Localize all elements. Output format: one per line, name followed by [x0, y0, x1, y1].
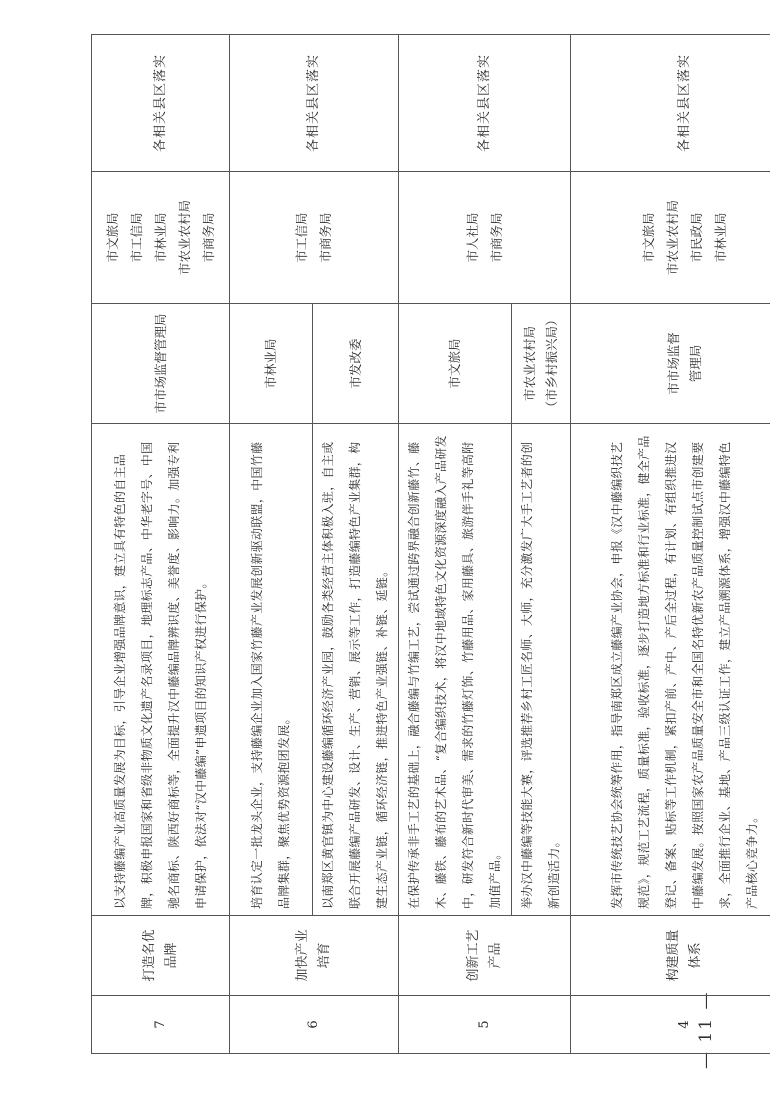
task-name: 加快产业 培育 — [230, 916, 399, 996]
task-content: 以支持藤编产业高质量发展为目标，引导企业增强品牌意识，建立具有特色的自主品牌，积极申报国家和省级非物质文化遗产名录项目，地理标志产品、中华老字号、中国驰名商标、陕西好商标等，全面提升汉中藤编品牌辨识度、美誉度、影响力。加强专利申请保护，依法对“汉中藤编”申遗项目的知识产权进行保护。 — [92, 424, 230, 916]
row-number: 6 — [230, 996, 399, 1054]
task-table — [91, 34, 770, 1054]
task-content-b: 培育认定一批龙头企业，支持藤编企业加入国家竹藤产业发展创新驱动联盟，中国竹藤品牌集群，聚焦优势资源抱团发展。 — [230, 424, 313, 916]
task-content: 发挥市传统技艺协会统筹作用，指导南郑区成立藤编产业协会，申报《汉中藤编织技艺规范》，规范工艺流程，质量标准，验收标准，逐步打造地方标准和行业标准，健全产品登记、备案、贴标等工作机制，紧扣产前、产中、产后全过程，有计划、有组织推进汉中藤编发展。按照国家农产品质量安全市和全国名特优新农产品质量控制试点市创建要求，全面推行企业、基地、产品三级认证工作，建立产品溯源体系，增强汉中藤编特色产品核心竞争力。 — [571, 424, 770, 916]
task-content-b: 在保护传承非手工艺的基础上，融合藤编与竹编工艺，尝试通过跨界融合创新藤竹、藤木、藤铁、藤布的艺术品、“复合编织技术，将汉中地域特色文化资源深度融入产品研发中，研发符合新时代审美、需求的竹藤灯饰、竹藤用品、家用藤具、旅游伴手礼等高附加值产品。 — [399, 424, 512, 916]
responsible-units: 市工信局 市商务局 — [230, 172, 399, 304]
lead-unit-b: 市文旅局 — [399, 304, 512, 424]
lead-unit: 市市场监督 管理局 — [571, 304, 770, 424]
table-row-5a — [399, 35, 512, 1054]
lead-unit-b: 市林业局 — [230, 304, 313, 424]
lead-unit-a: 市发改委 — [313, 304, 399, 424]
table-row-4 — [571, 35, 770, 1054]
task-name: 构建质量 体系 — [571, 916, 770, 996]
table-row-7 — [92, 35, 230, 1054]
task-name: 打造名优 品牌 — [92, 916, 230, 996]
row-number: 4 — [571, 996, 770, 1054]
task-content-a: 以南郑区黄官镇为中心建设藤编循环经济产业园，鼓励各类经营主体积极入驻，自主或联合开展藤编产品研发、设计、生产、营销、展示等工作，打造藤编特色产业集群，构建生态产业链，循环经济链，推进特色产业强链、补链、延链。 — [313, 424, 399, 916]
responsible-units: 市人社局 市商务局 — [399, 172, 571, 304]
row-number: 7 — [92, 996, 230, 1054]
completion-time: 各相关县区落实 — [399, 35, 571, 172]
task-content-a: 举办汉中藤编等技能大赛，评选推荐乡村工匠名师、大师，充分激发广大手工艺者的创新创造活力。 — [512, 424, 571, 916]
table-row-6a — [230, 35, 313, 1054]
page-number: — 11 — — [696, 990, 716, 1069]
row-number: 5 — [399, 996, 571, 1054]
lead-unit-a: 市农业农村局 （市乡村振兴局） — [512, 304, 571, 424]
responsible-units: 市文旅局 市农业农村局 市民政局 市林业局 — [571, 172, 770, 304]
task-name: 创新工艺 产品 — [399, 916, 571, 996]
completion-time: 各相关县区落实 — [230, 35, 399, 172]
completion-time: 各相关县区落实 — [571, 35, 770, 172]
lead-unit: 市市场监督管理局 — [92, 304, 230, 424]
completion-time: 各相关县区落实 — [92, 35, 230, 172]
responsible-units: 市文旅局 市工信局 市林业局 市农业农村局 市商务局 — [92, 172, 230, 304]
